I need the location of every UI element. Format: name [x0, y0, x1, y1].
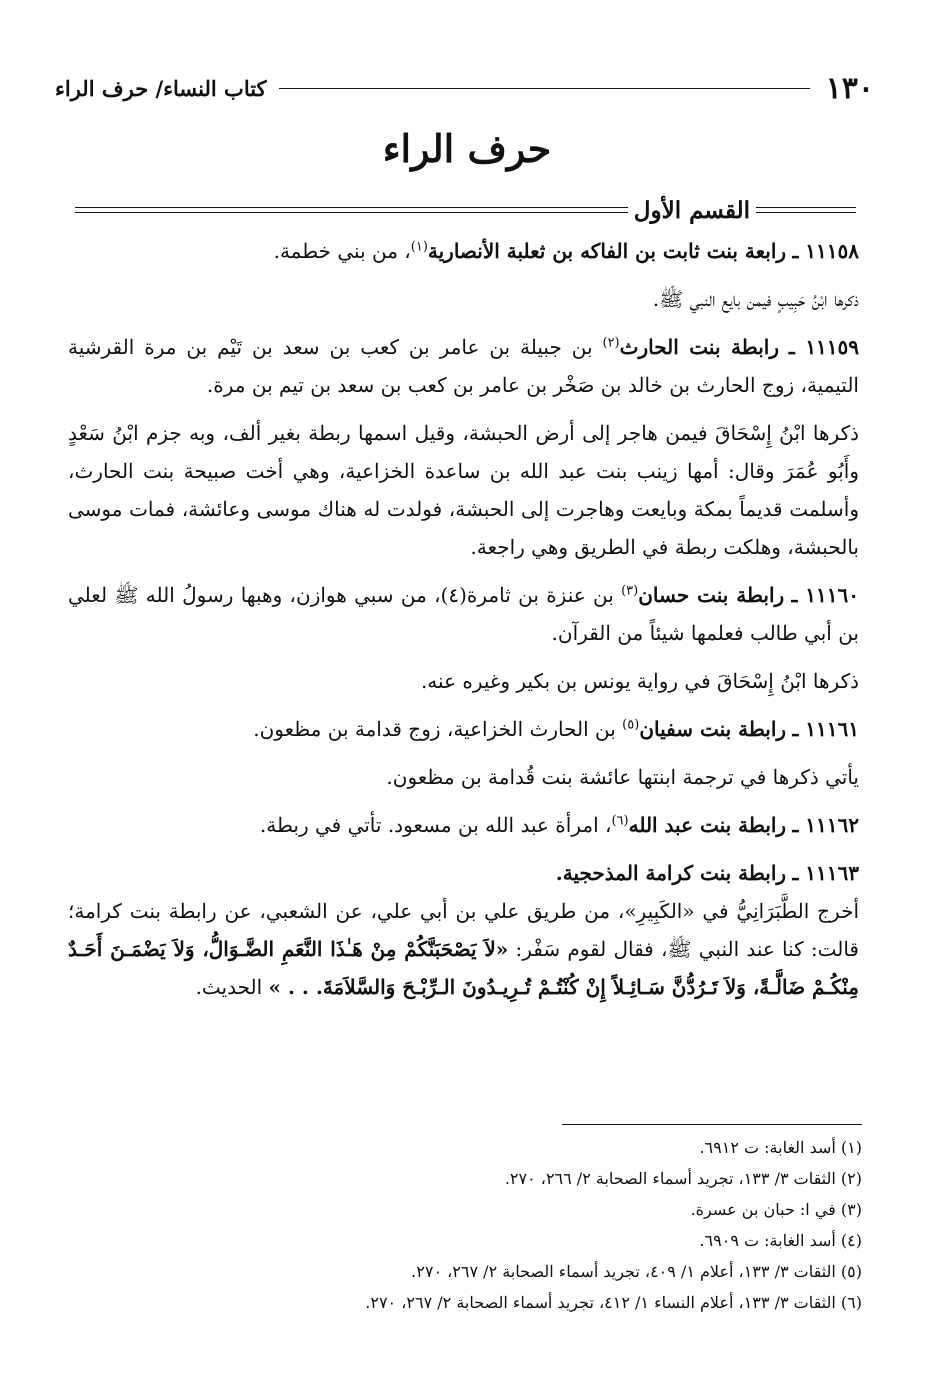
entry-name: رابطة بنت سفيان: [639, 717, 787, 741]
entry-number: ١١١٥٨ ـ: [792, 239, 859, 263]
entry-name: رابطة بنت كرامة المذحجية.: [555, 861, 787, 885]
footnote-rule: [562, 1124, 862, 1125]
footnotes: [68, 1132, 862, 1318]
header-rule: [279, 88, 810, 89]
footnote: (٥) الثقات ٣/ ١٣٣، أعلام ١/ ٤٠٩، تجريد أسماء الصحابة ٢/ ٢٦٧، ٢٧٠.: [411, 1262, 862, 1281]
entry-heading: [68, 576, 859, 652]
footnote: (٦) الثقات ٣/ ١٣٣، أعلام النساء ١/ ٤١٢، تجريد أسماء الصحابة ٢/ ٢٦٧، ٢٧٠.: [365, 1293, 862, 1312]
section-rule-left: [75, 207, 628, 213]
hadith-paragraph: [68, 892, 859, 1006]
entry-name: رابطة بنت الحارث: [619, 335, 779, 359]
hadith-intro: أخرج الطَّبَرَانِيُّ في «الكَبِيرِ»، من طريق علي بن أبي علي، عن الشعبي، عن رابطة بنت كرامة؛ قالت: كنا عند النبي ﷺ، فقال لقوم سَفْر:: [68, 899, 859, 961]
entry-paragraph: يأتي ذكرها في ترجمة ابنتها عائشة بنت قُدامة بن مظعون.: [386, 765, 859, 789]
entry-paragraph: ذكرها ابْنُ حَبِيبٍ فيمن بايع النبي ﷺ.: [652, 287, 859, 311]
hadith-quote: «لاَ يَصْحَبَنَّكُمْ مِنْ هَـٰذَا النَّعَمِ الضَّـوَالُّ، وَلاَ يَضْمَـنَ أَحَـدٌ مِنْكُـمْ ضَالَّـةً، وَلاَ تَـرُدُّنَّ سَـائِـلاً إِنْ كُنْتُـمْ تُـرِيـدُونَ الـرِّبْـحَ وَالسَّلاَمَةَ. . . »: [68, 937, 859, 999]
entry-paragraph: ذكرها ابْنُ إِسْحَاقَ في رواية يونس بن بكير وغيره عنه.: [420, 669, 859, 693]
entry-number: ١١١٥٩ ـ: [788, 335, 860, 359]
entry-text: ، امرأة عبد الله بن مسعود. تأتي في ربطة.: [259, 813, 612, 837]
footnote: (٤) أسد الغابة: ت ٦٩٠٩.: [699, 1231, 862, 1250]
entry-name: رابطة بنت عبد الله: [628, 813, 787, 837]
footnote: (٣) في ا: حبان بن عسرة.: [690, 1200, 862, 1219]
entry-name: رابعة بنت ثابت بن الفاكه بن ثعلبة الأنصارية: [427, 239, 787, 263]
entry-text: ، من بني خطمة.: [273, 239, 411, 263]
entry-heading: [68, 806, 859, 844]
footnote-ref: (٥): [622, 717, 640, 733]
entry-number: ١١١٦١ ـ: [792, 717, 859, 741]
footnote-ref: (٦): [611, 813, 629, 829]
section-rule-right: [756, 207, 856, 213]
running-title: كتاب النساء/ حرف الراء: [55, 75, 267, 101]
entry-number: ١١١٦٠ ـ: [791, 583, 860, 607]
entry-number: ١١١٦٢ ـ: [792, 813, 859, 837]
hadith-outro: الحديث.: [195, 975, 263, 999]
entry-paragraph: ذكرها ابْنُ إِسْحَاقَ فيمن هاجر إلى أرض الحبشة، وقيل اسمها ربطة بغير ألف، وبه جزم ابْنُ سَعْدٍ وأَبُو عُمَرَ وقال: أمها زينب بنت عبد الله بن ساعدة الخزاعية، وهي أخت صبيحة بنت الحارث، وأسلمت قديماً بمكة وبايعت وهاجرت إلى الحبشة، فولدت له هناك موسى وعائشة، فمات موسى بالحبشة، وهلكت ربطة في الطريق وهي راجعة.: [68, 421, 859, 559]
entry-heading: [68, 710, 859, 748]
footnote: (١) أسد الغابة: ت ٦٩١٢.: [699, 1138, 862, 1157]
footnote: (٢) الثقات ٣/ ١٣٣، تجريد أسماء الصحابة ٢/ ٢٦٦، ٢٧٠.: [504, 1169, 862, 1188]
entry-text: بن جبيلة بن عامر بن كعب بن سعد بن تَيْم بن مرة القرشية التيمية، زوج الحارث بن خالد بن صَخْر بن عامر بن كعب بن سعد بن تيم بن مرة.: [68, 335, 859, 397]
chapter-title: حرف الراء: [382, 126, 552, 171]
entry-text: بن عنزة بن ثامرة(٤)، من سبي هوازن، وهبها رسولُ الله ﷺ لعلي بن أبي طالب فعلمها شيئاً من القرآن.: [68, 583, 859, 645]
entry-heading: [68, 328, 859, 404]
entry-heading: [68, 854, 859, 892]
entry-heading: [68, 232, 859, 270]
section-title: القسم الأول: [633, 196, 750, 224]
running-header: [55, 68, 874, 108]
entry-text: بن الحارث الخزاعية، زوج قدامة بن مظعون.: [253, 717, 616, 741]
section-heading: [75, 192, 856, 228]
footnote-ref: (١): [410, 239, 428, 255]
footnote-ref: (٢): [602, 335, 620, 351]
main-text: [68, 232, 859, 1016]
footnote-ref: (٣): [621, 583, 639, 599]
entry-number: ١١١٦٣ ـ: [792, 861, 859, 885]
page-number: ١٣٠: [825, 70, 874, 106]
entry-name: رابطة بنت حسان: [638, 583, 785, 607]
